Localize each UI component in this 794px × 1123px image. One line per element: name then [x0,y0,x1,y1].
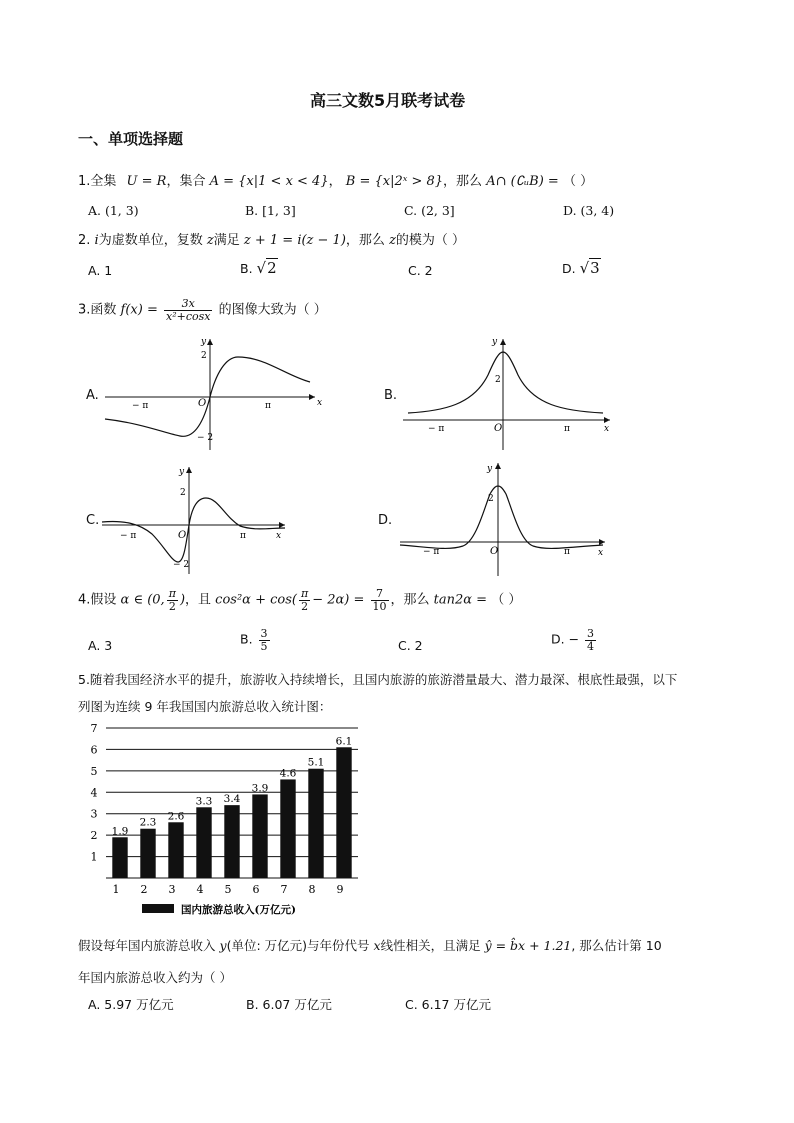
question-1 [78,170,593,189]
q5-text-b: (单位: 万亿元)与年份代号 [226,938,370,953]
q4-option-b-label: B. [240,631,253,647]
y-tick-label: 6 [90,743,98,757]
q4-pi-den: 2 [168,599,176,613]
bar [308,769,323,878]
q1-option-d[interactable]: D. (3, 4) [563,203,615,218]
neg-pi-label: − π [120,531,137,541]
q5-line-2: 列图为连续 9 年我国国内旅游总收入统计图： [78,699,332,714]
q4-pi-den-2: 2 [301,599,309,613]
graph-d[interactable] [398,459,613,579]
q4-tan: tan2α = [433,592,488,608]
graph-c[interactable] [100,462,300,577]
y-tick-neg2: − 2 [197,433,214,443]
q2-equation: z + 1 = i(z − 1) [243,233,346,248]
origin-label: O [178,530,187,541]
bar-value-label: 3.9 [251,782,269,795]
q4-option-a[interactable]: A. 3 [88,638,113,653]
q1-universal-set: U = R [126,174,167,189]
q5-text-a: 假设每年国内旅游总收入 [78,938,216,953]
q2-z: z [206,233,214,248]
q4-option-b-num: 3 [260,627,268,640]
q2-text2: 满足 [213,233,240,248]
page-title: 高三文数5月联考试卷 [310,91,466,110]
q5-option-a[interactable]: A. 5.97 万亿元 [88,997,174,1012]
q3-fx: f(x) = [120,302,158,318]
q4-option-b-fraction [259,628,270,652]
neg-pi-label: − π [428,424,445,434]
y-label: y [201,337,207,347]
bar-value-label: 4.6 [279,767,297,780]
q2-option-d[interactable] [562,259,601,277]
q1-text: ，集合 [166,174,206,189]
q5-option-c[interactable]: C. 6.17 万亿元 [405,997,491,1012]
x-axis-arrow [599,539,605,545]
y-tick-label: 5 [90,764,98,778]
bar [168,822,183,878]
legend-label: 国内旅游总收入(万亿元) [181,904,296,916]
y-tick-label: 2 [90,829,98,843]
graph-a-label[interactable]: A. [86,388,99,403]
graph-c-label[interactable]: C. [86,513,100,528]
q4-text1: ，且 [185,592,212,608]
bar [280,779,295,878]
q4-pi-num: π [168,587,176,600]
bar [224,805,239,878]
y-tick-label: 7 [90,722,98,735]
x-tick-label: 5 [224,883,232,896]
q4-text2: ，那么 [390,592,430,608]
q2-prefix: 2. [78,233,91,248]
q2-option-a[interactable]: A. 1 [88,263,113,278]
q2-option-d-radicand: 3 [590,259,600,277]
q4-ratio-den: 10 [372,599,387,613]
pi-label: π [564,547,570,557]
q2-text1: 为虚数单位，复数 [98,233,203,248]
q2-option-b[interactable] [240,259,278,277]
q1-answer-paren: （ ） [562,174,594,189]
curve [408,352,603,413]
q1-set-b: B = {x|2ˣ > 8} [345,174,444,189]
y-tick-2: 2 [488,494,494,504]
bar-value-label: 5.1 [307,756,325,769]
x-label: x [276,531,282,541]
y-tick-label: 1 [90,850,98,864]
q2-option-d-label: D. [562,261,576,276]
sqrt-symbol: √3 [579,259,600,277]
x-tick-label: 3 [168,883,176,896]
q4-pi-over-2 [167,588,178,612]
q4-prefix: 4.假设 [78,592,117,608]
x-axis-arrow [604,417,610,423]
y-tick-2: 2 [495,375,501,385]
income-bar-chart [84,718,374,923]
y-axis-arrow [500,339,506,345]
q5-y-var: y [219,938,227,953]
bar [196,807,211,878]
q1-sep: ， [328,174,342,189]
q3-prefix: 3.函数 [78,302,117,318]
x-axis-arrow [309,394,315,400]
q2-option-b-label: B. [240,261,253,276]
curve [102,498,285,562]
q3-denominator: x²+cosx [166,309,211,323]
x-tick-label: 1 [112,883,120,896]
y-label: y [492,337,498,347]
y-tick-2: 2 [201,351,207,361]
q4-option-b-den: 5 [260,639,268,653]
origin-label: O [198,398,207,409]
question-3 [78,298,327,322]
graph-b[interactable] [398,335,618,455]
q4-expr1: cos²α + cos( [215,592,297,608]
q4-option-b[interactable] [240,628,272,652]
pi-label: π [240,531,246,541]
q5-option-b[interactable]: B. 6.07 万亿元 [246,997,332,1012]
q1-option-a[interactable]: A. (1, 3) [88,203,139,218]
q1-prefix: 1.全集 [78,174,117,189]
x-tick-label: 4 [196,883,204,896]
q5-line-1: 5.随着我国经济水平的提升，旅游收入持续增长，且国内旅游的旅游潜量最大、潜力最深、根底性最强，以下 [78,672,678,687]
graph-b-label[interactable]: B. [384,388,398,403]
section-heading: 一、单项选择题 [78,130,184,148]
x-label: x [317,398,323,408]
x-tick-label: 9 [336,883,344,896]
pi-label: π [564,424,570,434]
q5-line-3 [78,936,662,954]
q1-option-b[interactable]: B. [1, 3] [245,203,296,218]
q4-close: ) [179,592,186,608]
y-tick-label: 3 [90,807,98,821]
x-axis-arrow [279,522,285,528]
q4-option-d-label: D. − [551,631,580,647]
bar-value-label: 3.4 [223,793,241,806]
q4-option-c[interactable]: C. 2 [398,638,423,653]
y-axis-arrow [495,463,501,469]
x-label: x [604,424,610,434]
q4-option-d[interactable] [551,628,598,652]
y-label: y [487,464,493,474]
q2-i: i [94,233,99,248]
graph-a[interactable] [100,335,325,455]
sqrt-symbol: √2 [256,259,277,277]
bar-value-label: 3.3 [195,795,213,808]
y-axis-arrow [207,339,213,345]
q2-option-b-radicand: 2 [267,259,277,277]
x-tick-label: 6 [252,883,260,896]
x-tick-label: 2 [140,883,148,896]
pi-label: π [265,401,271,411]
graph-d-label[interactable]: D. [378,513,393,528]
q3-suffix: 的图像大致为（ ） [218,302,327,318]
q4-expr2: − 2α) = [312,592,365,608]
q4-alpha-range: α ∈ (0, [120,592,165,608]
bar-value-label: 2.6 [167,810,185,823]
q1-text2: ，那么 [443,174,483,189]
q1-set-a: A = {x|1 < x < 4} [209,174,329,189]
q2-option-c[interactable]: C. 2 [408,263,433,278]
x-tick-label: 8 [308,883,316,896]
q4-pi-num-2: π [300,587,309,600]
y-tick-2: 2 [180,488,186,498]
bar-value-label: 2.3 [139,816,157,829]
origin-label: O [494,423,503,434]
q5-x-var: x [373,938,381,953]
q2-text4: 的模为（ ） [395,233,466,248]
q2-text3: ，那么 [345,233,385,248]
q4-answer-paren: （ ） [491,592,522,608]
q4-option-d-num: 3 [587,627,595,640]
legend-swatch [142,904,174,913]
q4-pi-over-2b [299,588,310,612]
q5-regression: ŷ = b̂x + 1.21 [484,938,572,953]
q5-text-d: , 那么估计第 10 [571,938,662,953]
q5-line-4: 年国内旅游总收入约为（ ） [78,970,232,985]
bar-value-label: 1.9 [111,825,129,838]
bar [140,829,155,878]
q1-expression: A∩ (∁ᵤB) = [486,174,559,189]
y-tick-neg2: − 2 [173,560,190,570]
q5-text-c: 线性相关，且满足 [380,938,481,953]
q3-numerator: 3x [164,298,212,311]
bar [336,747,351,878]
q4-ratio [371,588,389,612]
bar [252,794,267,878]
origin-label: O [490,546,499,557]
neg-pi-label: − π [132,401,149,411]
x-label: x [598,548,604,558]
y-tick-label: 4 [90,786,98,800]
y-axis-arrow [186,467,192,473]
y-label: y [179,467,185,477]
q4-option-d-den: 4 [587,639,595,653]
bar [112,837,127,878]
q1-option-c[interactable]: C. (2, 3] [404,203,455,218]
question-2 [78,229,465,248]
neg-pi-label: − π [423,547,440,557]
q4-option-d-fraction [585,628,596,652]
curve [400,486,603,548]
q4-ratio-num: 7 [371,588,389,601]
q2-z2: z [389,233,396,248]
q3-fraction [164,298,212,322]
bar-value-label: 6.1 [335,735,353,748]
question-4 [78,588,521,612]
x-tick-label: 7 [280,883,288,896]
